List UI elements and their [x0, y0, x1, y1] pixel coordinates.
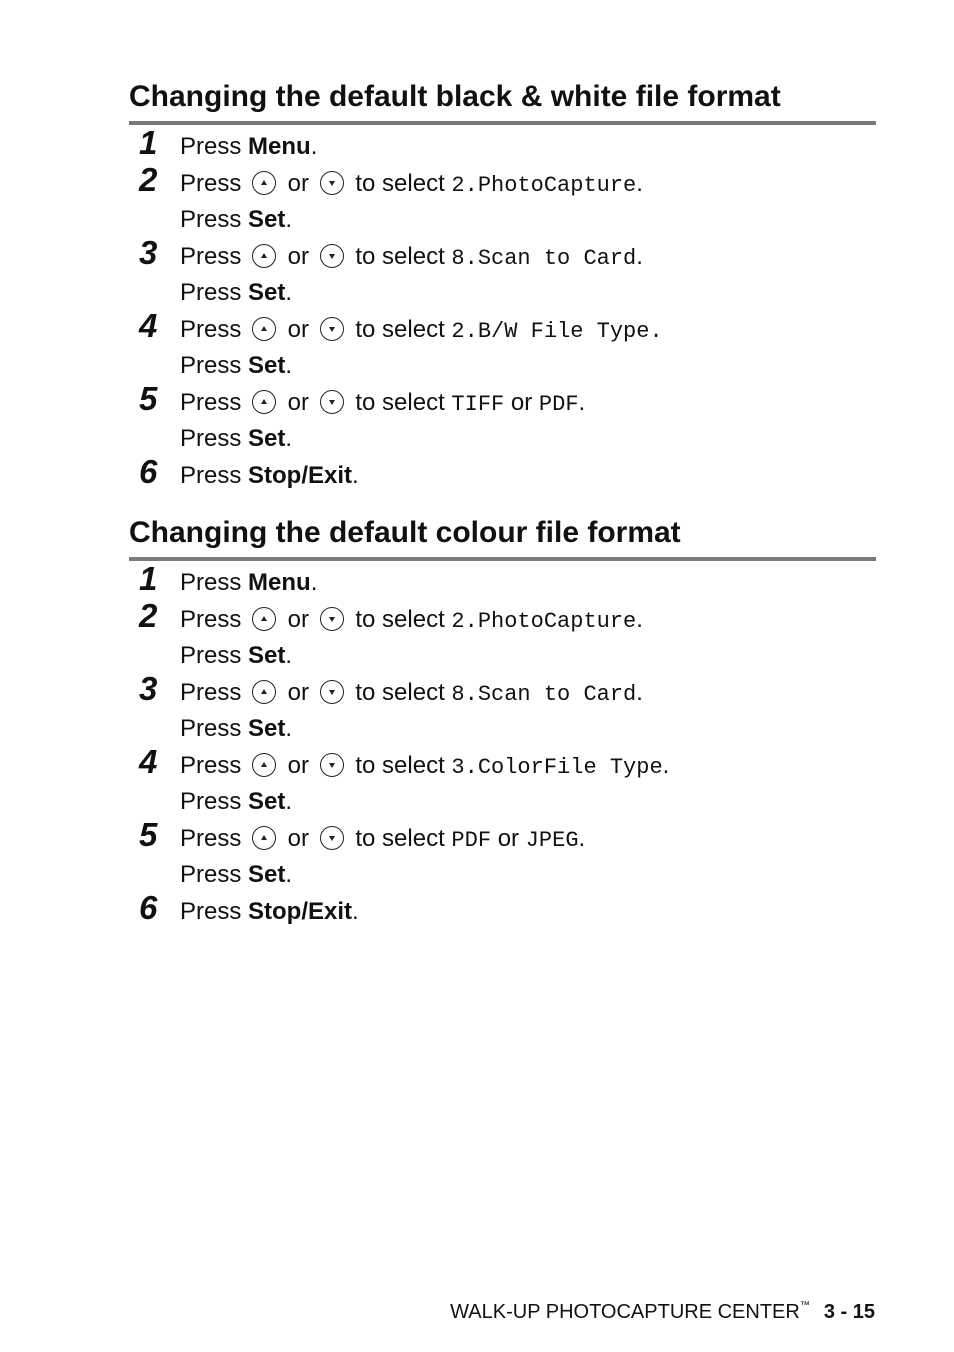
- instruction-text: .: [285, 352, 293, 379]
- step-text-line: [180, 385, 876, 422]
- step-text-line: [180, 129, 876, 166]
- step-text-line: [180, 565, 876, 602]
- lcd-option-text: PDF: [538, 391, 579, 417]
- key-name: Menu: [248, 569, 311, 596]
- step-item: [129, 379, 876, 458]
- step-number: 5: [139, 815, 158, 853]
- step-item: [129, 596, 876, 675]
- step-text-line: [180, 748, 876, 785]
- instruction-text: or: [281, 315, 316, 343]
- instruction-text: Press: [180, 678, 249, 706]
- step-item: [129, 160, 876, 239]
- instruction-text: .: [578, 824, 586, 852]
- instruction-text: .: [310, 133, 318, 160]
- instruction-text: to select: [348, 242, 452, 270]
- step-item: [129, 233, 876, 312]
- footer-title: WALK-UP PHOTOCAPTURE CENTER: [450, 1301, 800, 1323]
- instruction-text: Press: [180, 605, 249, 633]
- step-item: [129, 742, 876, 821]
- instruction-text: .: [662, 751, 670, 779]
- lcd-option-text: 3.ColorFile Type: [451, 754, 663, 780]
- instruction-text: or: [281, 824, 316, 852]
- steps-list: [129, 124, 876, 494]
- instruction-text: or: [281, 751, 316, 779]
- step-item: [129, 306, 876, 385]
- instruction-text: or: [281, 388, 316, 416]
- step-text-line: [180, 458, 876, 495]
- step-text-line: [180, 675, 876, 712]
- lcd-option-text: 8.Scan to Card: [451, 681, 637, 707]
- instruction-text: or: [504, 388, 539, 416]
- instruction-text: Press: [180, 788, 249, 815]
- instruction-text: .: [352, 461, 359, 489]
- step-text-line: [180, 312, 876, 349]
- instruction-text: to select: [348, 169, 452, 197]
- step-number: 1: [139, 560, 158, 597]
- instruction-text: or: [281, 605, 316, 633]
- step-number: 2: [139, 160, 158, 198]
- up-arrow-button-icon: [252, 753, 276, 777]
- instruction-text: .: [285, 642, 293, 669]
- step-item: [129, 669, 876, 748]
- instruction-text: Press: [180, 897, 249, 925]
- lcd-option-text: 2.B/W File Type.: [451, 318, 663, 344]
- step-item: [129, 815, 876, 894]
- instruction-text: .: [310, 569, 318, 596]
- section-heading: Changing the default black & white file format: [129, 80, 876, 125]
- step-text-line: [180, 711, 876, 748]
- instruction-text: .: [285, 715, 293, 742]
- step-number: 3: [139, 233, 158, 271]
- key-name: Set: [248, 642, 286, 669]
- step-number: 2: [139, 596, 158, 634]
- up-arrow-button-icon: [252, 390, 276, 414]
- instruction-text: to select: [348, 824, 452, 852]
- instruction-text: to select: [348, 605, 452, 633]
- section-colour-file-format: [129, 516, 876, 930]
- step-text-line: [180, 784, 876, 821]
- key-name: Set: [248, 352, 286, 379]
- instruction-text: Press: [180, 352, 249, 379]
- instruction-text: Press: [180, 279, 249, 306]
- instruction-text: .: [285, 279, 293, 306]
- instruction-text: Press: [180, 715, 249, 742]
- instruction-text: Press: [180, 242, 249, 270]
- key-name: Stop/Exit: [248, 897, 353, 925]
- step-item: [129, 888, 876, 931]
- down-arrow-button-icon: [320, 753, 344, 777]
- instruction-text: Press: [180, 751, 249, 779]
- down-arrow-button-icon: [320, 317, 344, 341]
- step-text-line: [180, 421, 876, 458]
- section-heading: Changing the default colour file format: [129, 516, 876, 561]
- instruction-text: .: [636, 605, 643, 633]
- instruction-text: .: [636, 242, 643, 270]
- instruction-text: Press: [180, 169, 249, 197]
- key-name: Set: [248, 788, 286, 815]
- step-number: 1: [139, 124, 158, 161]
- instruction-text: Press: [180, 206, 249, 233]
- step-text-line: [180, 857, 876, 894]
- key-name: Menu: [248, 133, 311, 160]
- lcd-option-text: 8.Scan to Card: [451, 245, 637, 271]
- instruction-text: to select: [348, 315, 452, 343]
- up-arrow-button-icon: [252, 317, 276, 341]
- step-item: [129, 452, 876, 495]
- step-text-line: [180, 638, 876, 675]
- step-text-line: [180, 602, 876, 639]
- instruction-text: or: [491, 824, 526, 852]
- up-arrow-button-icon: [252, 244, 276, 268]
- trademark-mark: ™: [799, 1300, 810, 1311]
- up-arrow-button-icon: [252, 826, 276, 850]
- instruction-text: .: [285, 861, 293, 888]
- step-number: 6: [139, 888, 158, 926]
- instruction-text: to select: [348, 751, 452, 779]
- step-text-line: [180, 239, 876, 276]
- instruction-text: .: [636, 678, 643, 706]
- section-bw-file-format: [129, 80, 876, 494]
- lcd-option-text: JPEG: [525, 827, 579, 853]
- instruction-text: .: [285, 206, 293, 233]
- instruction-text: .: [636, 169, 643, 197]
- down-arrow-button-icon: [320, 607, 344, 631]
- up-arrow-button-icon: [252, 171, 276, 195]
- instruction-text: to select: [348, 678, 452, 706]
- instruction-text: Press: [180, 461, 249, 489]
- page-footer: [450, 1300, 875, 1324]
- instruction-text: Press: [180, 133, 249, 160]
- down-arrow-button-icon: [320, 680, 344, 704]
- down-arrow-button-icon: [320, 390, 344, 414]
- key-name: Set: [248, 206, 286, 233]
- down-arrow-button-icon: [320, 171, 344, 195]
- step-text-line: [180, 275, 876, 312]
- lcd-option-text: TIFF: [451, 391, 505, 417]
- page-number: 3 - 15: [823, 1301, 875, 1323]
- step-number: 5: [139, 379, 158, 417]
- step-number: 6: [139, 452, 158, 490]
- step-number: 3: [139, 669, 158, 707]
- key-name: Stop/Exit: [248, 461, 353, 489]
- key-name: Set: [248, 279, 286, 306]
- up-arrow-button-icon: [252, 607, 276, 631]
- instruction-text: or: [281, 242, 316, 270]
- instruction-text: Press: [180, 569, 249, 596]
- instruction-text: Press: [180, 425, 249, 452]
- instruction-text: Press: [180, 315, 249, 343]
- steps-list: [129, 560, 876, 930]
- instruction-text: Press: [180, 642, 249, 669]
- up-arrow-button-icon: [252, 680, 276, 704]
- key-name: Set: [248, 861, 286, 888]
- instruction-text: .: [578, 388, 586, 416]
- instruction-text: Press: [180, 861, 249, 888]
- step-text-line: [180, 821, 876, 858]
- step-text-line: [180, 348, 876, 385]
- step-text-line: [180, 166, 876, 203]
- instruction-text: or: [281, 678, 316, 706]
- down-arrow-button-icon: [320, 826, 344, 850]
- key-name: Set: [248, 715, 286, 742]
- instruction-text: or: [281, 169, 316, 197]
- key-name: Set: [248, 425, 286, 452]
- instruction-text: Press: [180, 388, 249, 416]
- instruction-text: .: [285, 425, 293, 452]
- step-item: [129, 124, 876, 166]
- instruction-text: Press: [180, 824, 249, 852]
- lcd-option-text: 2.PhotoCapture: [451, 608, 637, 634]
- step-text-line: [180, 894, 876, 931]
- instruction-text: .: [285, 788, 293, 815]
- step-text-line: [180, 202, 876, 239]
- instruction-text: .: [352, 897, 359, 925]
- instruction-text: to select: [348, 388, 452, 416]
- step-item: [129, 560, 876, 602]
- lcd-option-text: 2.PhotoCapture: [451, 172, 637, 198]
- step-number: 4: [139, 306, 158, 344]
- down-arrow-button-icon: [320, 244, 344, 268]
- lcd-option-text: PDF: [451, 827, 492, 853]
- step-number: 4: [139, 742, 158, 780]
